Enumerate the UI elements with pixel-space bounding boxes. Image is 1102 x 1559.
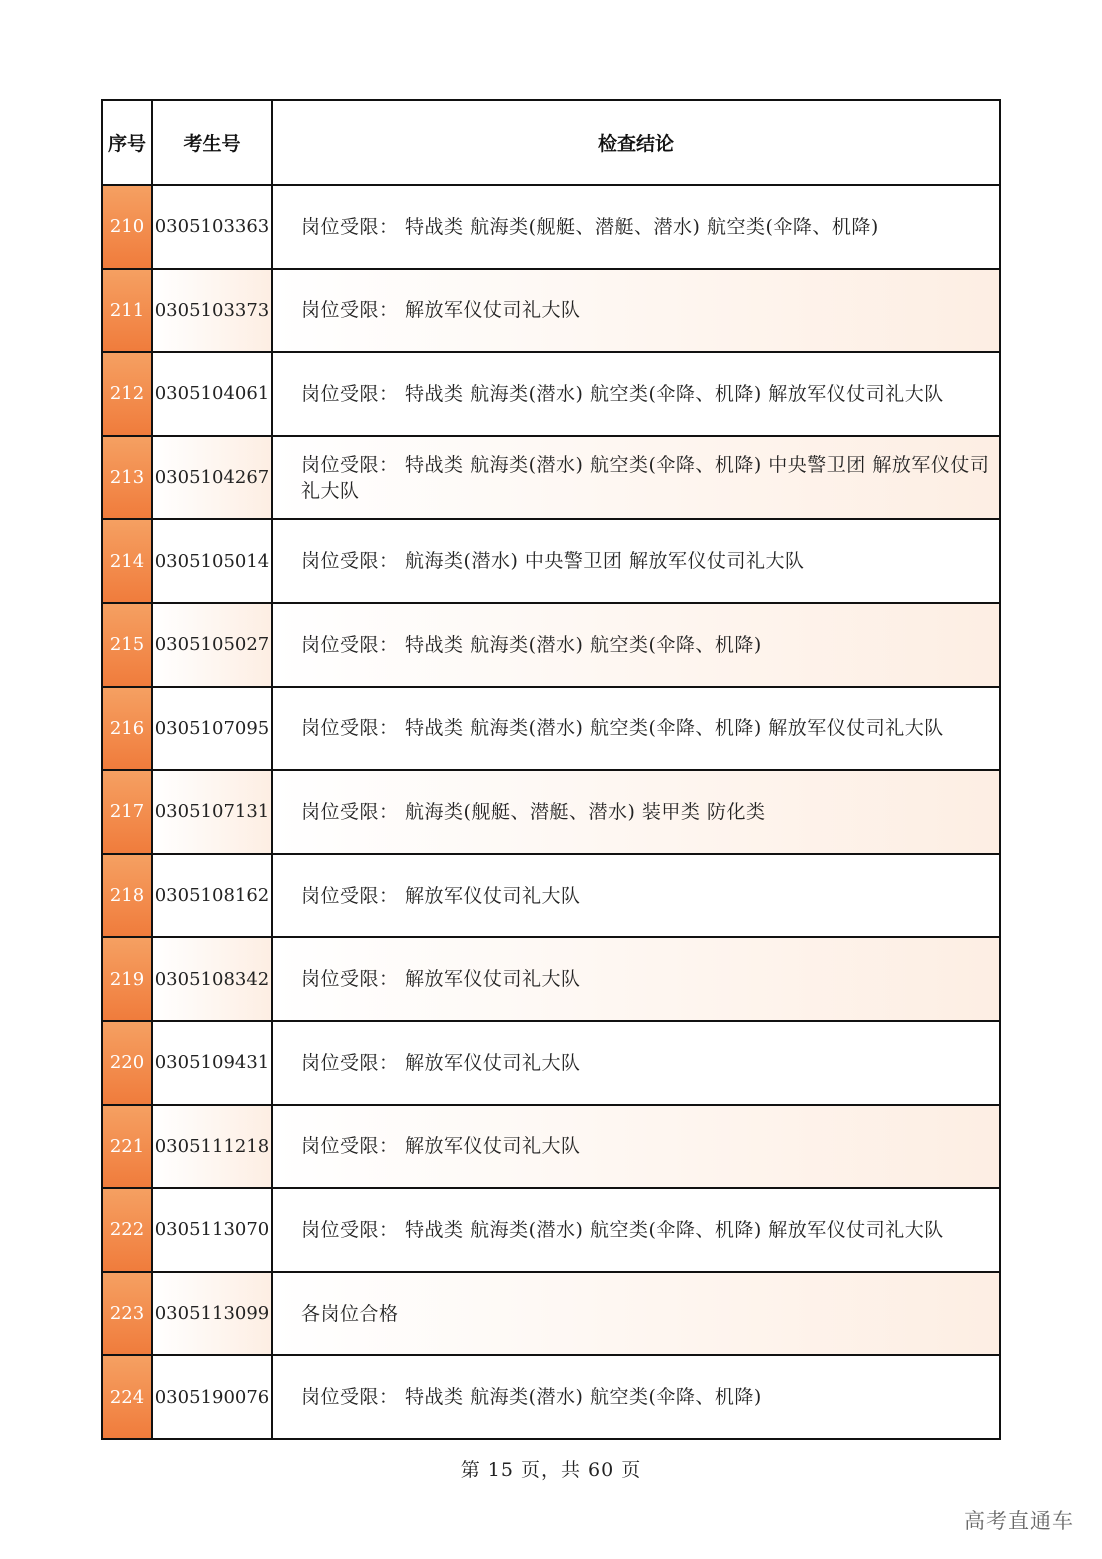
table-row	[102, 1021, 1000, 1105]
row-result: 岗位受限： 特战类 航海类(潜水) 航空类(伞降、机降)	[272, 603, 1000, 687]
row-index: 220	[102, 1021, 152, 1105]
row-index: 216	[102, 687, 152, 771]
row-student-id: 0305108162	[152, 854, 272, 938]
row-result: 岗位受限： 特战类 航海类(潜水) 航空类(伞降、机降) 解放军仪仗司礼大队	[272, 687, 1000, 771]
row-index: 224	[102, 1355, 152, 1439]
row-index: 223	[102, 1272, 152, 1356]
row-index: 212	[102, 352, 152, 436]
row-student-id: 0305190076	[152, 1355, 272, 1439]
table-row	[102, 436, 1000, 520]
header-result: 检查结论	[272, 100, 1000, 185]
row-result: 岗位受限： 特战类 航海类(潜水) 航空类(伞降、机降)	[272, 1355, 1000, 1439]
row-result: 岗位受限： 解放军仪仗司礼大队	[272, 269, 1000, 353]
row-index: 215	[102, 603, 152, 687]
table-row	[102, 1355, 1000, 1439]
table-row	[102, 1105, 1000, 1189]
row-student-id: 0305113070	[152, 1188, 272, 1272]
row-result: 岗位受限： 航海类(潜水) 中央警卫团 解放军仪仗司礼大队	[272, 519, 1000, 603]
row-result: 各岗位合格	[272, 1272, 1000, 1356]
row-student-id: 0305107095	[152, 687, 272, 771]
row-student-id: 0305111218	[152, 1105, 272, 1189]
table-row	[102, 854, 1000, 938]
row-student-id: 0305104267	[152, 436, 272, 520]
table-row	[102, 770, 1000, 854]
table-row	[102, 937, 1000, 1021]
row-index: 210	[102, 185, 152, 269]
header-index: 序号	[102, 100, 152, 185]
row-result: 岗位受限： 特战类 航海类(潜水) 航空类(伞降、机降) 解放军仪仗司礼大队	[272, 1188, 1000, 1272]
table-row	[102, 687, 1000, 771]
row-index: 217	[102, 770, 152, 854]
row-result: 岗位受限： 特战类 航海类(舰艇、潜艇、潜水) 航空类(伞降、机降)	[272, 185, 1000, 269]
row-student-id: 0305113099	[152, 1272, 272, 1356]
table-row	[102, 1272, 1000, 1356]
table-row	[102, 603, 1000, 687]
row-student-id: 0305107131	[152, 770, 272, 854]
row-index: 219	[102, 937, 152, 1021]
row-result: 岗位受限： 解放军仪仗司礼大队	[272, 1021, 1000, 1105]
row-student-id: 0305105027	[152, 603, 272, 687]
row-student-id: 0305105014	[152, 519, 272, 603]
row-student-id: 0305103373	[152, 269, 272, 353]
header-student-id: 考生号	[152, 100, 272, 185]
row-result: 岗位受限： 航海类(舰艇、潜艇、潜水) 装甲类 防化类	[272, 770, 1000, 854]
row-result: 岗位受限： 解放军仪仗司礼大队	[272, 854, 1000, 938]
row-student-id: 0305104061	[152, 352, 272, 436]
row-student-id: 0305109431	[152, 1021, 272, 1105]
table-row	[102, 352, 1000, 436]
row-index: 218	[102, 854, 152, 938]
row-result: 岗位受限： 特战类 航海类(潜水) 航空类(伞降、机降) 解放军仪仗司礼大队	[272, 352, 1000, 436]
row-result: 岗位受限： 解放军仪仗司礼大队	[272, 1105, 1000, 1189]
table-row	[102, 269, 1000, 353]
row-result: 岗位受限： 特战类 航海类(潜水) 航空类(伞降、机降) 中央警卫团 解放军仪仗司礼大队	[272, 436, 1000, 520]
table-row	[102, 185, 1000, 269]
row-index: 214	[102, 519, 152, 603]
row-student-id: 0305108342	[152, 937, 272, 1021]
row-student-id: 0305103363	[152, 185, 272, 269]
table-row	[102, 519, 1000, 603]
header-row	[102, 100, 1000, 185]
row-result: 岗位受限： 解放军仪仗司礼大队	[272, 937, 1000, 1021]
row-index: 221	[102, 1105, 152, 1189]
results-table	[101, 99, 1001, 1440]
watermark-text: 高考直通车	[964, 1509, 1074, 1533]
table-row	[102, 1188, 1000, 1272]
page-number: 第 15 页，共 60 页	[460, 1459, 642, 1481]
row-index: 222	[102, 1188, 152, 1272]
row-index: 211	[102, 269, 152, 353]
row-index: 213	[102, 436, 152, 520]
